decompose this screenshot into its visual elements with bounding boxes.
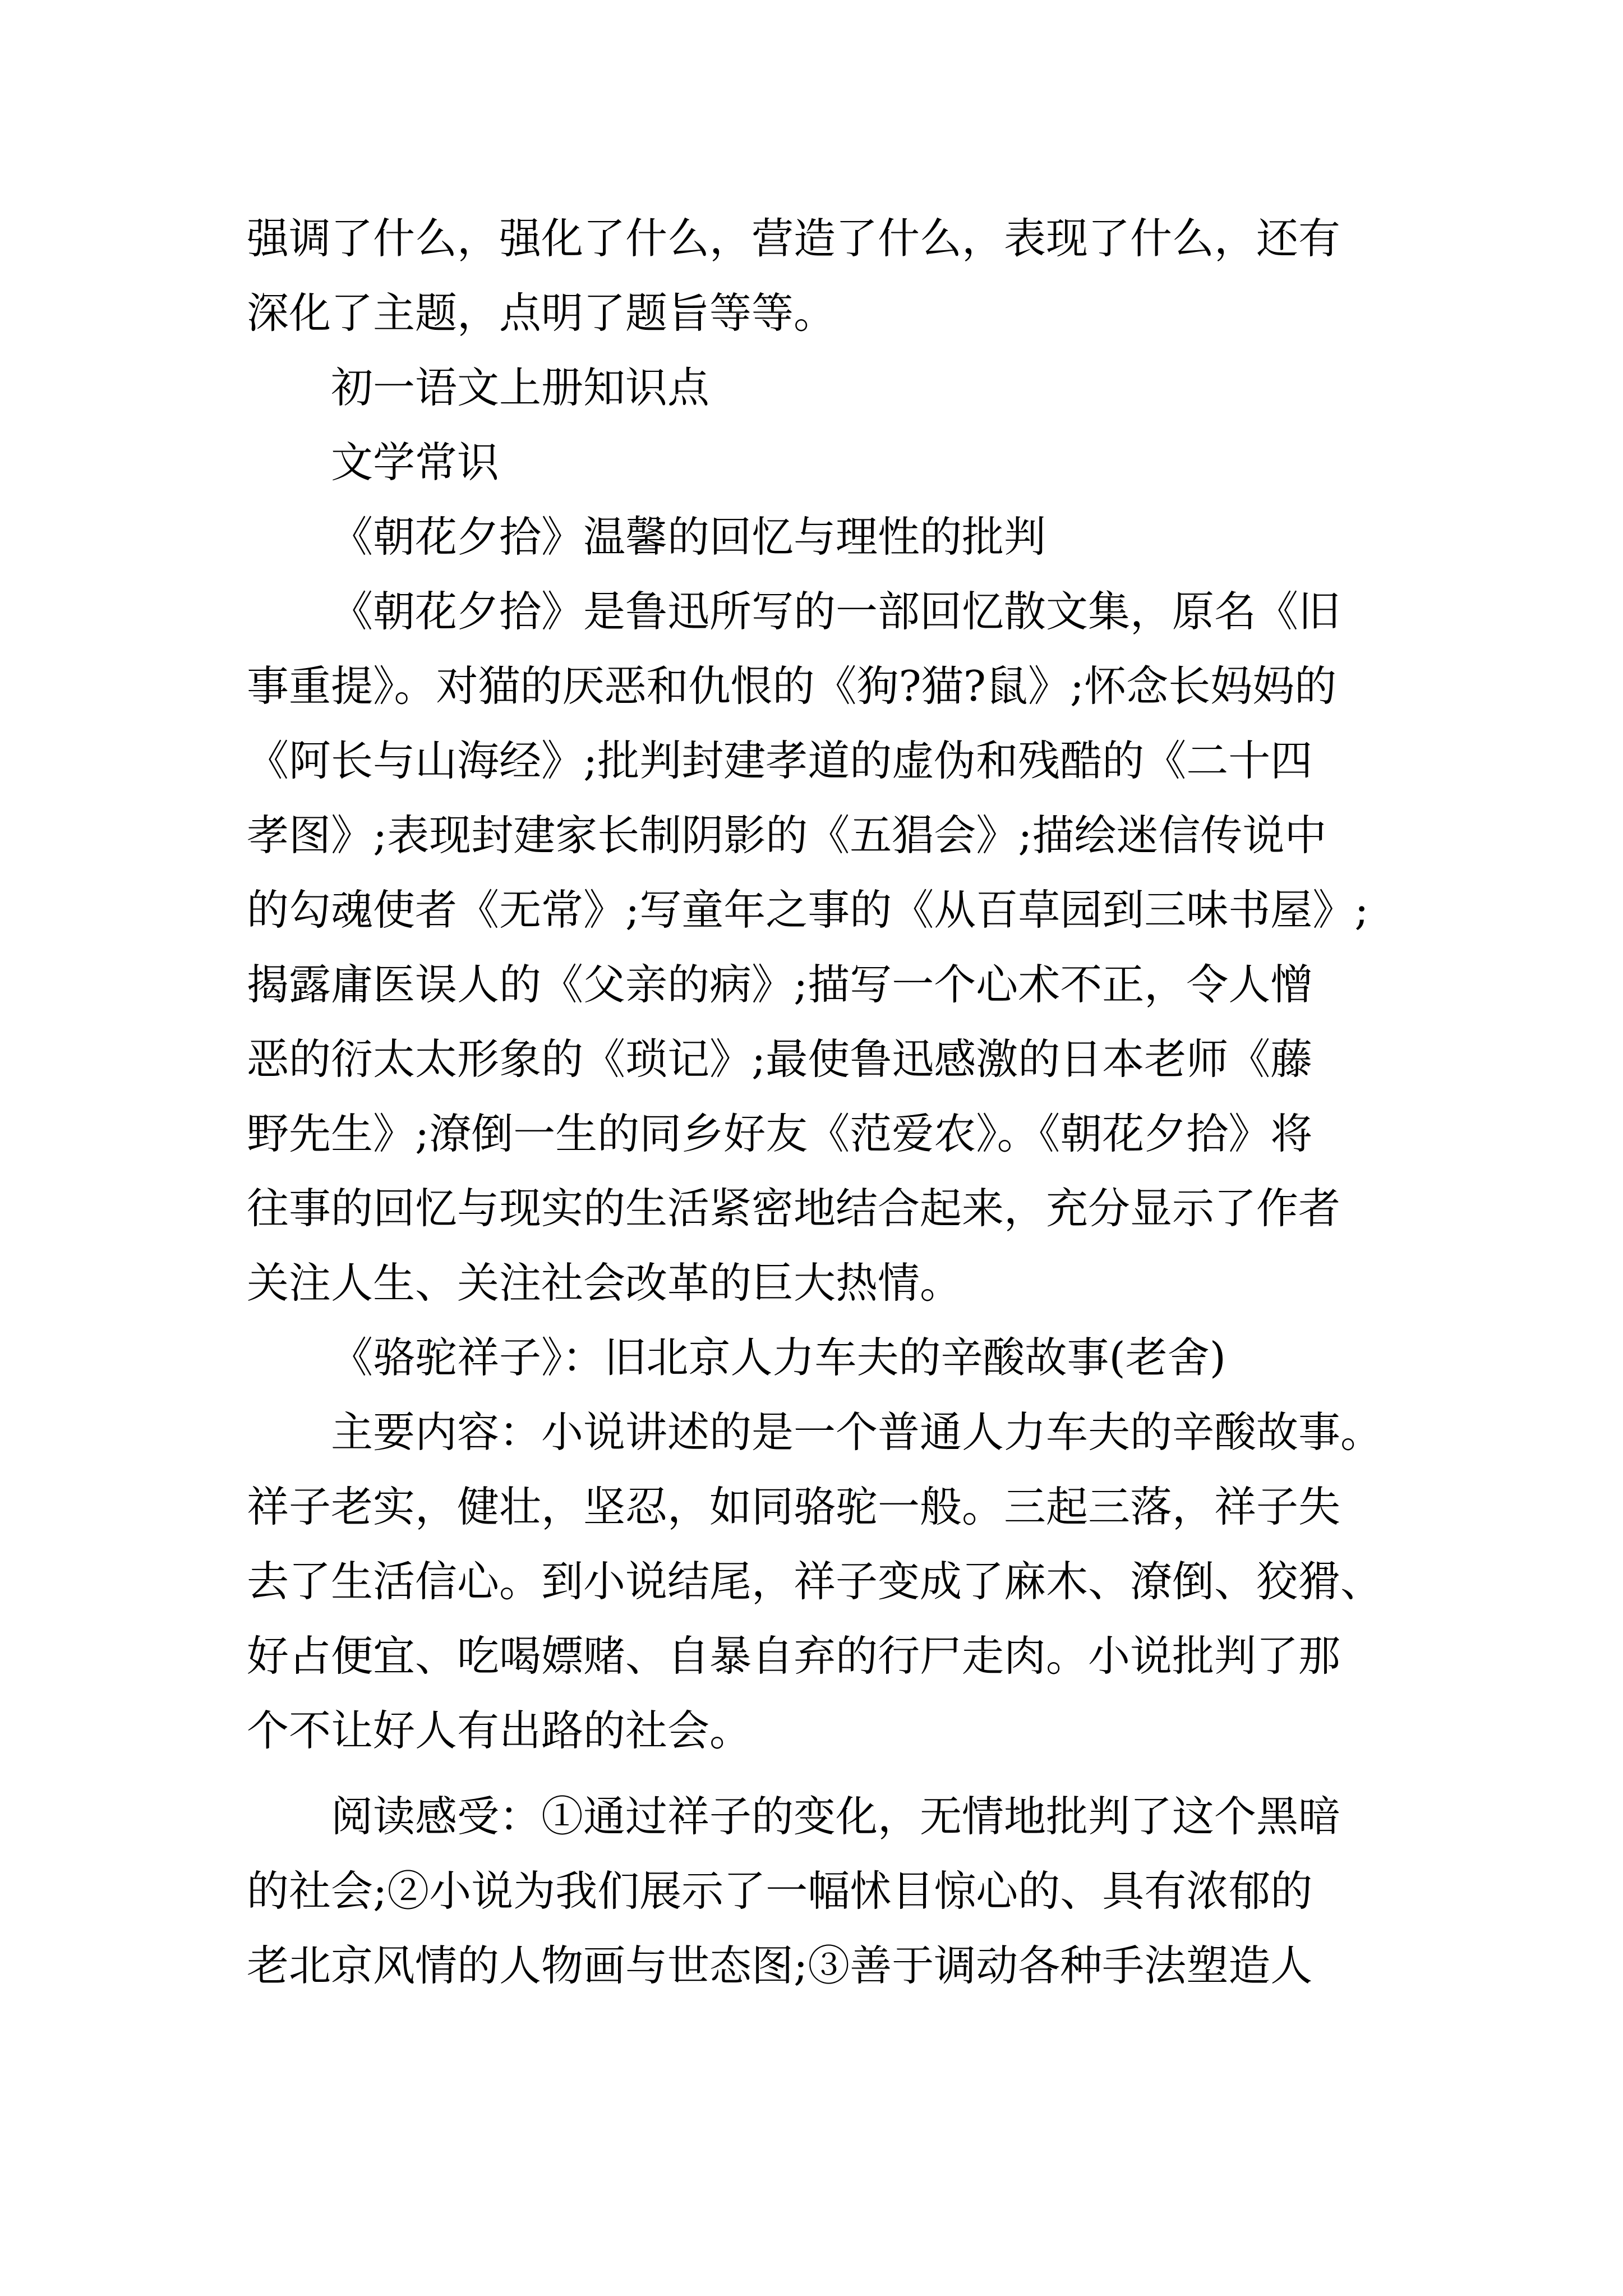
text-line: 深化了主题，点明了题旨等等。 xyxy=(247,288,836,338)
text-line: 关注人生、关注社会改革的巨大热情。 xyxy=(247,1258,962,1308)
book-heading: 《朝花夕拾》温馨的回忆与理性的批判 xyxy=(331,512,1046,562)
text-line: 事重提》。对猫的厌恶和仇恨的《狗?猫?鼠》;怀念长妈妈的 xyxy=(247,661,1337,711)
text-line: 野先生》;潦倒一生的同乡好友《范爱农》。《朝花夕拾》将 xyxy=(247,1109,1313,1158)
text-line: 孝图》;表现封建家长制阴影的《五猖会》;描绘迷信传说中 xyxy=(247,811,1327,860)
text-line: 揭露庸医误人的《父亲的病》;描写一个心术不正，令人憎 xyxy=(247,960,1313,1009)
book-heading: 《骆驼祥子》：旧北京人力车夫的辛酸故事(老舍) xyxy=(331,1333,1227,1382)
section-heading: 文学常识 xyxy=(331,438,500,487)
text-line: 好占便宜、吃喝嫖赌、自暴自弃的行尸走肉。小说批判了那 xyxy=(247,1631,1341,1681)
text-line: 《阿长与山海经》;批判封建孝道的虚伪和残酷的《二十四 xyxy=(247,736,1313,785)
text-line: 祥子老实，健壮，坚忍，如同骆驼一般。三起三落，祥子失 xyxy=(247,1482,1341,1531)
text-line: 《朝花夕拾》是鲁迅所写的一部回忆散文集，原名《旧 xyxy=(331,587,1341,636)
text-line: 的勾魂使者《无常》;写童年之事的《从百草园到三味书屋》; xyxy=(247,885,1369,935)
text-line: 恶的衍太太形象的《琐记》;最使鲁迅感激的日本老师《藤 xyxy=(247,1034,1313,1084)
text-line: 主要内容：小说讲述的是一个普通人力车夫的辛酸故事。 xyxy=(331,1407,1383,1457)
text-line: 去了生活信心。到小说结尾，祥子变成了麻木、潦倒、狡猾、 xyxy=(247,1557,1383,1606)
section-heading: 初一语文上册知识点 xyxy=(331,363,710,412)
text-line: 强调了什么，强化了什么，营造了什么，表现了什么，还有 xyxy=(247,214,1341,263)
text-line: 阅读感受：①通过祥子的变化，无情地批判了这个黑暗 xyxy=(331,1792,1341,1841)
text-line: 个不让好人有出路的社会。 xyxy=(247,1706,752,1755)
text-line: 老北京风情的人物画与世态图;③善于调动各种手法塑造人 xyxy=(247,1941,1313,1990)
text-line: 往事的回忆与现实的生活紧密地结合起来，充分显示了作者 xyxy=(247,1184,1341,1233)
text-line: 的社会;②小说为我们展示了一幅怵目惊心的、具有浓郁的 xyxy=(247,1866,1313,1916)
